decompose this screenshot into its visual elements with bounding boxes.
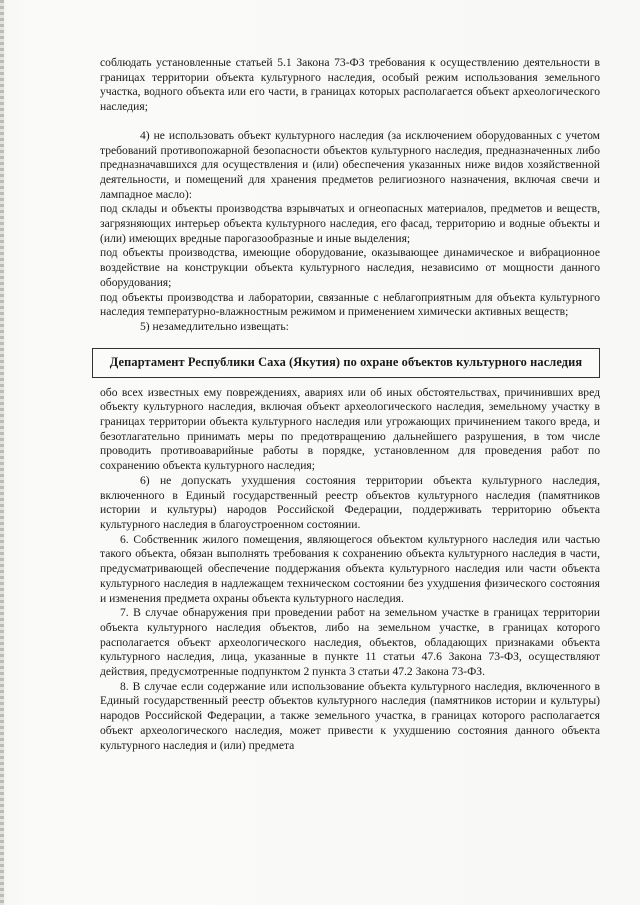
department-stamp-text: Департамент Республики Саха (Якутия) по охране объектов культурного наследия: [109, 355, 583, 370]
paragraph-section-7: 7. В случае обнаружения при проведении работ на земельном участке в границах территории объекта культурного наследия объектов, либо на земельном участке, в границах которого располагается объект археологического наследия, объектов, обладающих признаками объекта культурного наследия, лица, указанные в пункте 11 статьи 47.6 Закона 73-ФЗ, осуществляют действия, предусмотренные подпунктом 2 пункта 3 статьи 47.2 Закона 73-ФЗ.: [100, 606, 600, 679]
paragraph-production: под объекты производства, имеющие оборудование, оказывающее динамическое и вибрационное воздействие на конструкции объекта культурного наследия, независимо от мощности данного оборудования;: [100, 246, 600, 289]
scan-edge: [0, 0, 4, 905]
paragraph-top-1: соблюдать установленные статьей 5.1 Закона 73-ФЗ требования к осуществлению деятельности в границах территории объекта культурного наследия, особый режим использования земельного участка, водного объекта или его части, в границах которых располагается объект археологического наследия;: [100, 56, 600, 114]
paragraph-item-4: 4) не использовать объект культурного наследия (за исключением оборудованных с учетом требований противопожарной безопасности объектов культурного наследия, предназначенных либо предназначавшихся для осуществления и (или) обеспечения указанных ниже видов хозяйственной деятельности, и помещений для хранения предметов религиозного назначения, включая свечи и лампадное масло):: [100, 128, 600, 201]
paragraph-damages: обо всех известных ему повреждениях, авариях или об иных обстоятельствах, причинивших вред объекту культурного наследия, включая объект археологического наследия, земельному участку в границах территории объекта культурного наследия или угрожающих причинением такого вреда, и безотлагательно принимать меры по предотвращению дальнейшего разрушения, в том числе проводить противоаварийные работы в порядке, установленном для проведения работ по сохранению объекта культурного наследия;: [100, 385, 600, 473]
paragraph-warehouses: под склады и объекты производства взрывчатых и огнеопасных материалов, предметов и веществ, загрязняющих интерьер объекта культурного наследия, его фасад, территорию и водные объекты и (или) имеющих вредные парогазообразные и иные выделения;: [100, 202, 600, 245]
document-body: [100, 56, 600, 753]
paragraph-section-6: 6. Собственник жилого помещения, являющегося объектом культурного наследия или частью такого объекта, обязан выполнять требования к сохранению объекта культурного наследия в части, предусматривающей обеспечение поддержания объекта культурного наследия или части объекта культурного наследия в надлежащем техническом состоянии без ухудшения физического состояния и изменения предмета охраны объекта культурного наследия.: [100, 532, 600, 605]
paragraph-item-5: 5) незамедлительно извещать:: [140, 319, 289, 333]
paragraph-section-8: 8. В случае если содержание или использование объекта культурного наследия, включенного в Единый государственный реестр объектов культурного наследия (памятников истории и культуры) народов Российской Федерации, а также земельного участка, в границах которого располагается объект археологического наследия, может привести к ухудшению состояния данного объекта культурного наследия и (или) предмета: [100, 679, 600, 752]
paragraph-item-6: 6) не допускать ухудшения состояния территории объекта культурного наследия, включенного в Единый государственный реестр объектов культурного наследия (памятников истории и культуры) народов Российской Федерации, поддерживать территорию объекта культурного наследия в благоустроенном состоянии.: [100, 473, 600, 531]
paragraph-laboratories: под объекты производства и лаборатории, связанные с неблагоприятным для объекта культурного наследия температурно-влажностным режимом и применением химически активных веществ;: [100, 290, 600, 319]
department-stamp: [92, 348, 600, 378]
